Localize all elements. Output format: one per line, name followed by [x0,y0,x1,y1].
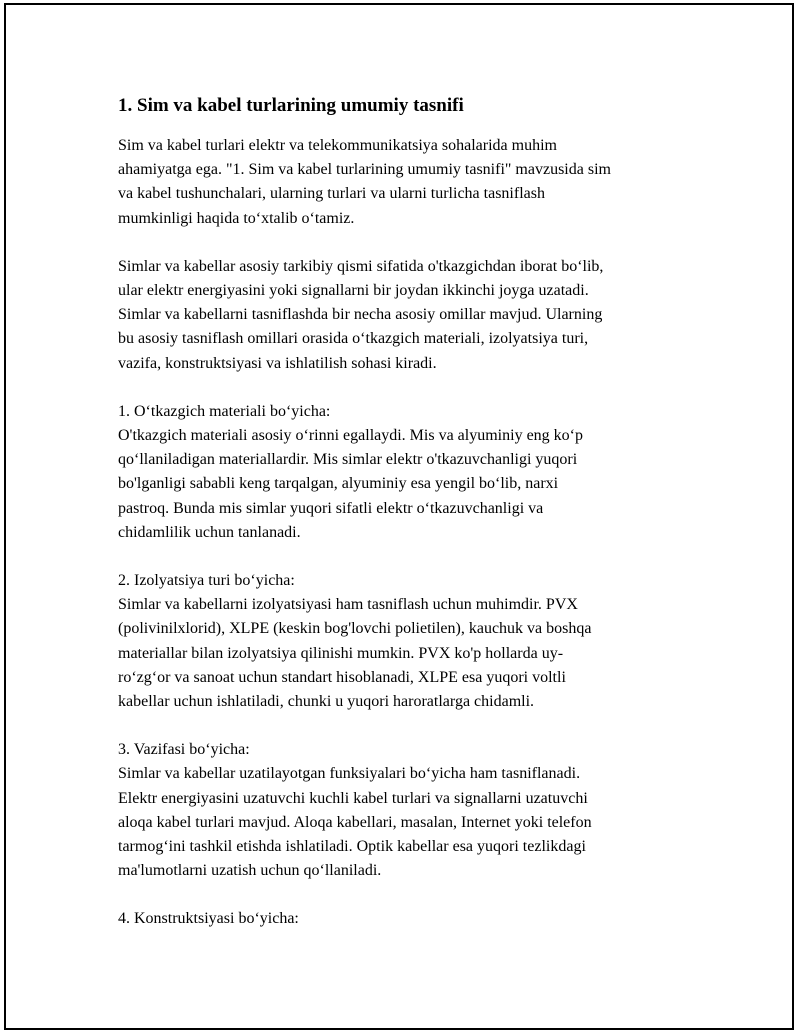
text-line: ular elektr energiyasini yoki signallarni bir joydan ikkinchi joyga uzatadi. [118,282,589,300]
text-line: O'tkazgich materiali asosiy o‘rinni egallaydi. Mis va alyuminiy eng ko‘p [118,427,583,445]
text-line: tarmog‘ini tashkil etishda ishlatiladi. Optik kabellar esa yuqori tezlikdagi [118,838,586,856]
text-line: Simlar va kabellarni tasniflashda bir necha asosiy omillar mavjud. Ularning [118,306,603,324]
section-heading: 4. Konstruktsiyasi bo‘yicha: [118,910,299,928]
text-line: vazifa, konstruktsiyasi va ishlatilish sohasi kiradi. [118,354,437,372]
paragraph-insulation-type [118,569,698,714]
paragraph-intro [118,134,698,231]
text-line: pastroq. Bunda mis simlar yuqori sifatli elektr o‘tkazuvchanligi va [118,499,544,517]
text-line: Simlar va kabellar uzatilayotgan funksiyalari bo‘yicha ham tasniflanadi. [118,765,581,783]
document-body [118,92,698,956]
paragraph-conductor-material [118,400,698,545]
section-heading: 3. Vazifasi bo‘yicha: [118,741,250,759]
text-line: chidamlilik uchun tanlanadi. [118,523,301,541]
text-line: mumkinligi haqida to‘xtalib o‘tamiz. [118,209,355,227]
text-line: aloqa kabel turlari mavjud. Aloqa kabellari, masalan, Internet yoki telefon [118,813,592,831]
text-line: qo‘llaniladigan materiallardir. Mis simlar elektr o'tkazuvchanligi yuqori [118,451,578,469]
text-line: Simlar va kabellar asosiy tarkibiy qismi sifatida o'tkazgichdan iborat bo‘lib, [118,257,604,275]
text-line: kabellar uchun ishlatiladi, chunki u yuqori haroratlarga chidamli. [118,693,535,711]
text-line: bu asosiy tasniflash omillari orasida o‘tkazgich materiali, izolyatsiya turi, [118,330,589,348]
text-line: Sim va kabel turlari elektr va telekommunikatsiya sohalarida muhim [118,137,557,154]
text-line: bo'lganligi sababli keng tarqalgan, alyuminiy esa yengil bo‘lib, narxi [118,475,559,493]
section-heading: 2. Izolyatsiya turi bo‘yicha: [118,572,295,590]
document-title: 1. Sim va kabel turlarining umumiy tasnifi [118,95,464,116]
section-heading: 1. O‘tkazgich materiali bo‘yicha: [118,402,331,420]
text-line: ro‘zg‘or va sanoat uchun standart hisoblanadi, XLPE esa yuqori voltli [118,668,566,686]
text-line: ahamiyatga ega. "1. Sim va kabel turlarining umumiy tasnifi" mavzusida sim [118,161,611,179]
text-line: Simlar va kabellarni izolyatsiyasi ham tasniflash uchun muhimdir. PVX [118,596,578,614]
text-line: materiallar bilan izolyatsiya qilinishi mumkin. PVX ko'p hollarda uy- [118,644,564,662]
paragraph-function [118,738,698,883]
text-line: (polivinilxlorid), XLPE (keskin bog'lovchi polietilen), kauchuk va boshqa [118,620,592,638]
text-line: ma'lumotlarni uzatish uchun qo‘llaniladi. [118,862,382,880]
text-line: va kabel tushunchalari, ularning turlari va ularni turlicha tasniflash [118,185,545,203]
text-line: Elektr energiyasini uzatuvchi kuchli kabel turlari va signallarni uzatuvchi [118,789,588,807]
paragraph-construction [118,907,698,931]
paragraph-overview [118,255,698,376]
